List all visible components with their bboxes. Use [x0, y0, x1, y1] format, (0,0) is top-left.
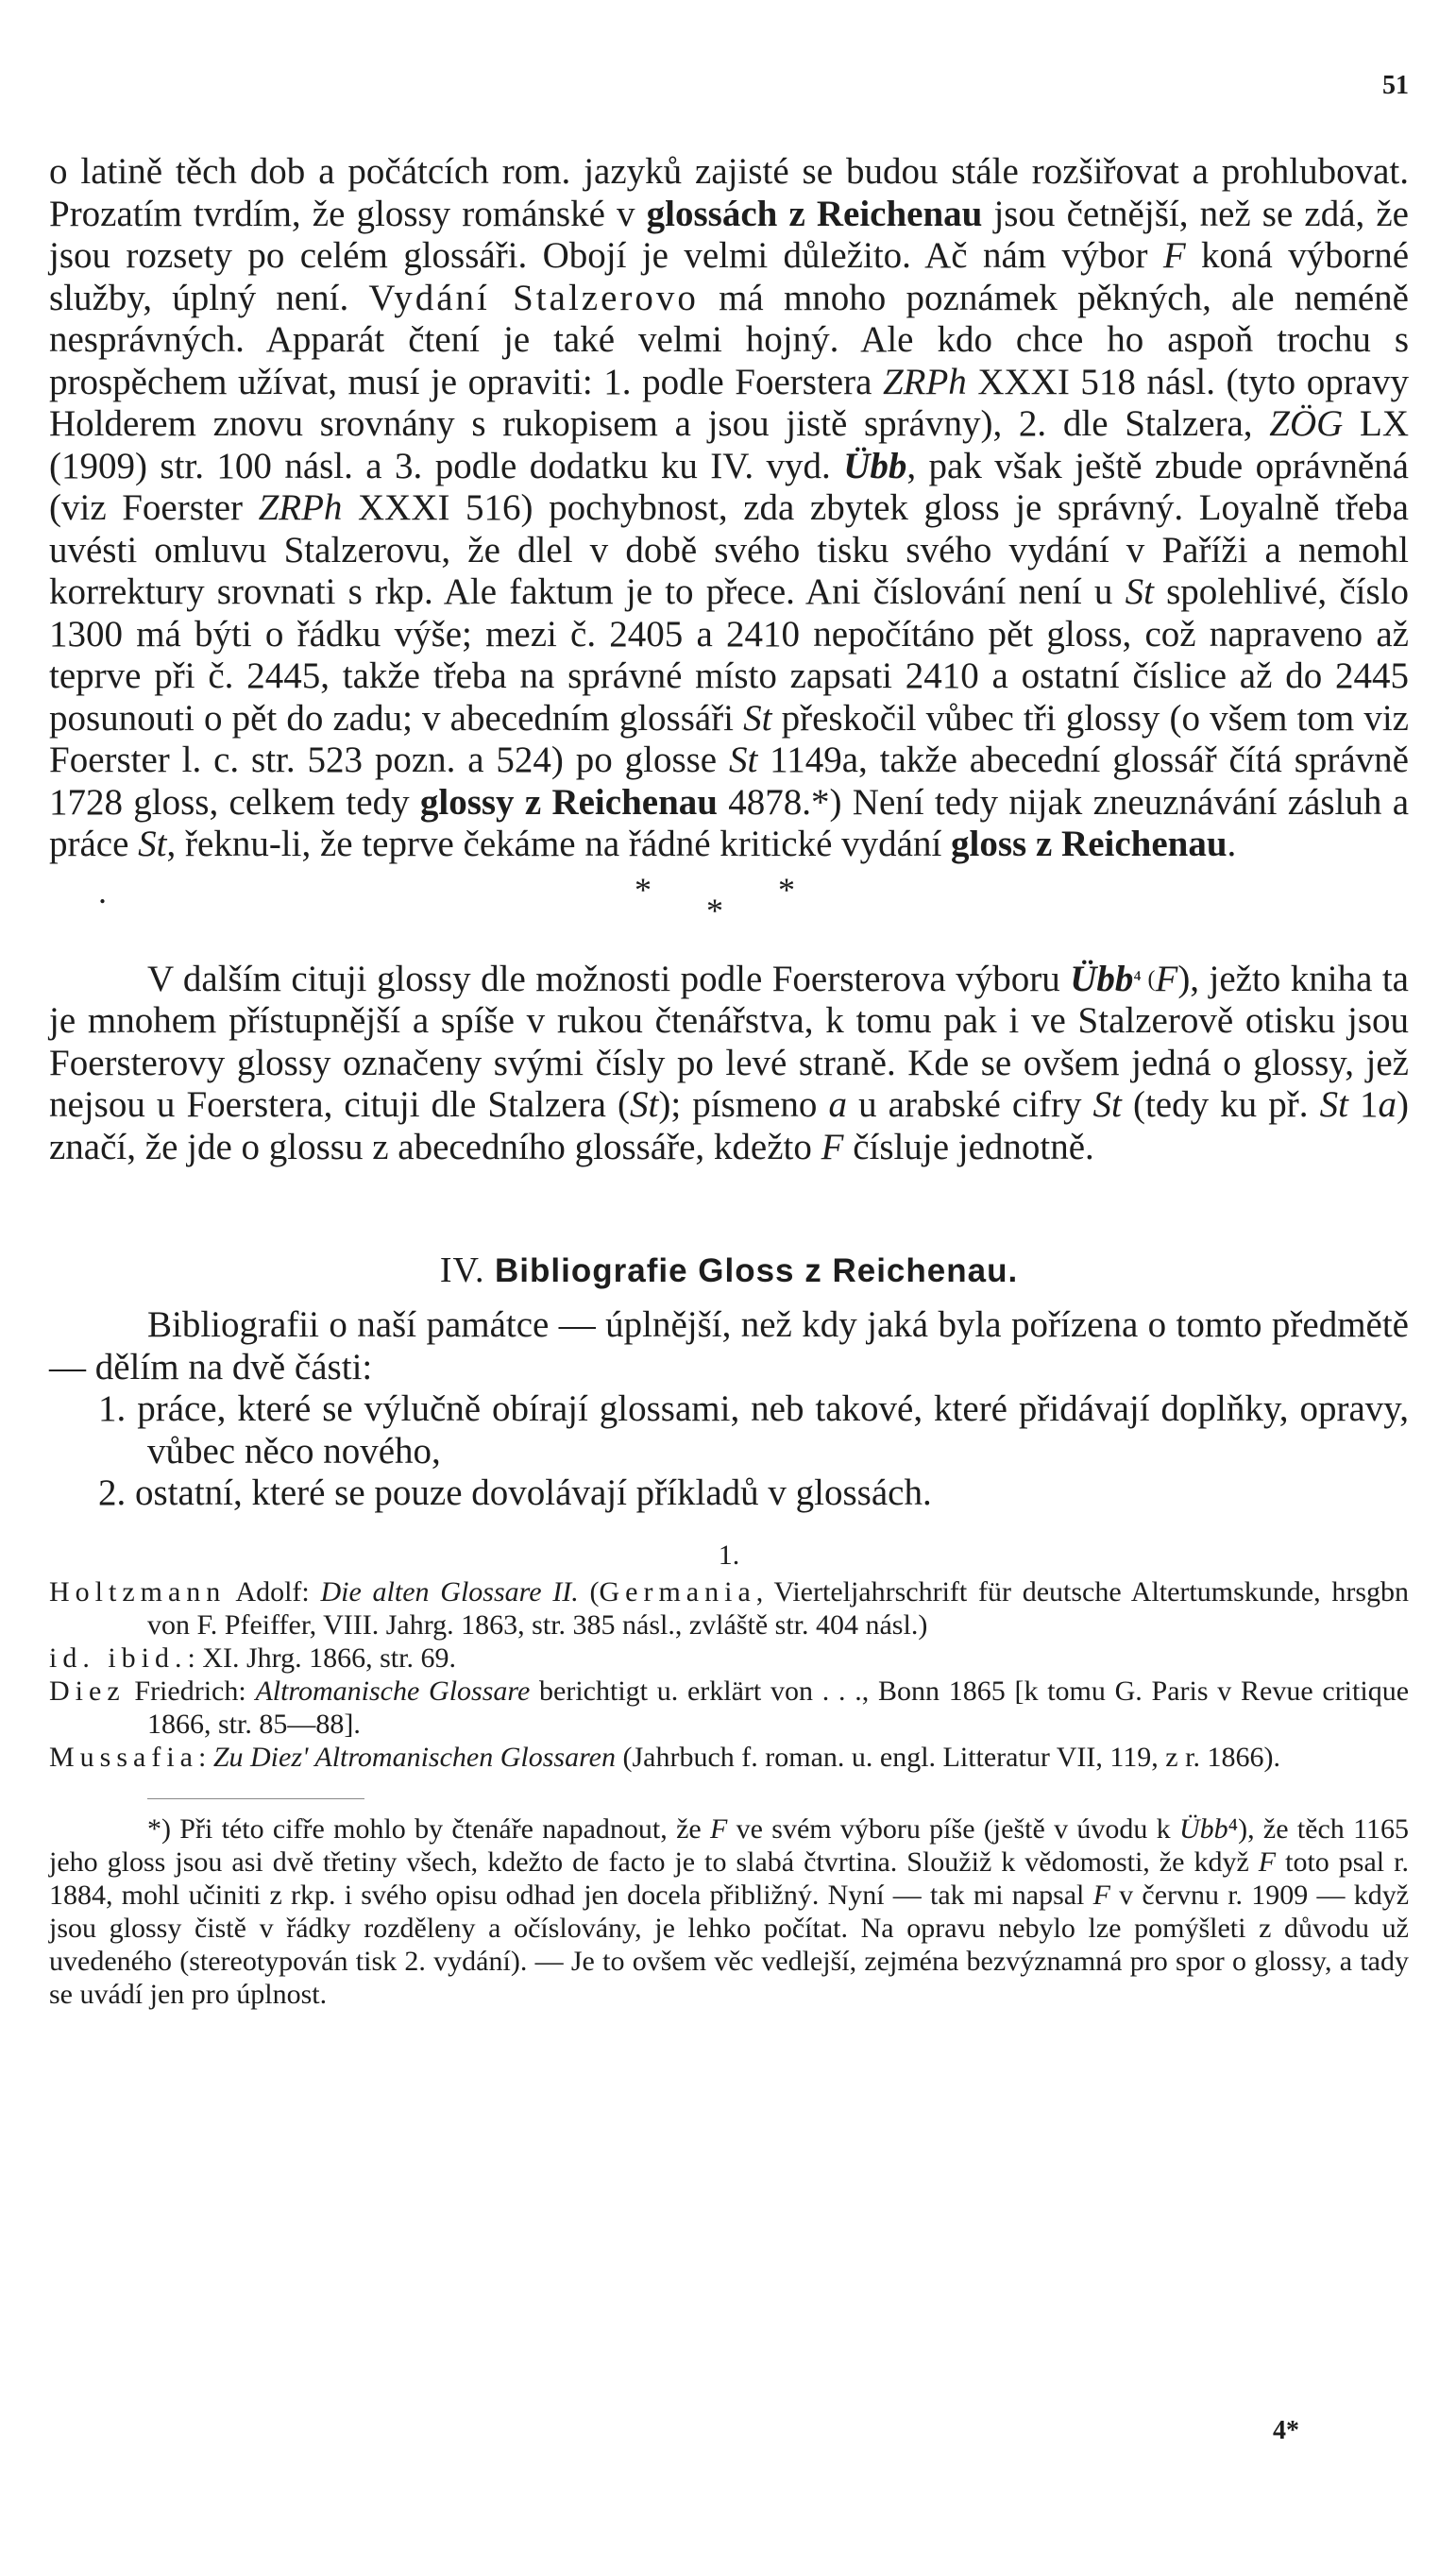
text-run: XXXI 518 násl. (tyto opravy Holderem znovu srovnány s rukopisem a jsou jistě správny), 2. dle Stalzera, [49, 361, 1409, 444]
bib-text: Friedrich: [125, 1675, 256, 1707]
italic-siglum: F [821, 1126, 844, 1167]
italic-siglum: Übb [1070, 958, 1134, 999]
list-item [98, 1472, 1409, 1515]
bib-text: , Vierteljahrschrift für deutsche Altertumskunde, hrsgbn von F. Pfeiffer, VIII. Jahrg. 1863, str. 385 násl., zvláště str. 404 násl.) [147, 1575, 1409, 1641]
bib-journal: Germania [599, 1575, 756, 1608]
bib-text: Adolf: [226, 1575, 321, 1608]
bib-author: Diez [49, 1675, 126, 1707]
text-run: LX (1909) str. 100 násl. a 3. podle dodatku ku IV. vyd. [49, 403, 1409, 486]
italic-siglum: ZRPh [882, 361, 967, 402]
parts-list [49, 1388, 1409, 1515]
subsection-number: 1. [718, 1539, 740, 1571]
section-number: IV. [439, 1250, 485, 1290]
bold-term: glossy z Reichenau [419, 781, 718, 823]
list-text: ostatní, které se pouze dovolávají příkladů v glossách. [135, 1472, 932, 1513]
text-run: jsou četnější, než se zdá, že jsou rozsety po celém glossáři. Obojí je velmi důležito. Ač nám výbor [49, 193, 1409, 276]
text-run: V dalším cituji glossy dle možnosti podle Foersterova výboru [147, 958, 1071, 999]
separator-dot: . [98, 872, 107, 910]
text-run: 4878.*) Není tedy nijak zneuznávání zásluh a práce [49, 781, 1410, 864]
text-run: *) Při této cifře mohlo by čtenáře napadnout, že [147, 1812, 711, 1845]
paragraph-citation-method [49, 959, 1409, 1169]
bib-author: id. ibid. [49, 1642, 188, 1674]
text-run: o latině těch dob a počátcích rom. jazyků zajisté se budou stále rozšiřovat a prohlubovat. Prozatím tvrdím, že glossy románské v [49, 151, 1409, 234]
section-separator [49, 870, 1409, 929]
bold-term: gloss z Reichenau [951, 824, 1227, 864]
main-text [49, 151, 1409, 2011]
section-heading [49, 1250, 1409, 1291]
footnote [49, 1812, 1409, 2011]
paragraph-stalzer-edition [49, 151, 1409, 866]
bibliography-entry [49, 1575, 1409, 1642]
italic-siglum: St [630, 1084, 659, 1125]
bib-text: ( [578, 1575, 600, 1608]
text-run: má mnoho poznámek pěkných, ale neméně nesprávných. Apparát čtení je také velmi hojný. Ale kdo chce ho aspoň trochu s prospěchem užívat, musí je opraviti: 1. podle Foerstera [49, 277, 1409, 402]
bibliography-entry [49, 1741, 1409, 1774]
text-run: toto psal r. 1884, mohl učiniti z rkp. i svého opisu odhad jen docela přibližný. Nyní — tak mi napsal [49, 1846, 1409, 1911]
italic-siglum: ZRPh [258, 487, 343, 528]
text-run: ve svém výboru píše (ještě v úvodu k [727, 1812, 1179, 1845]
bib-title: Altromanische Glossare [255, 1675, 531, 1707]
bib-text: (Jahrbuch f. roman. u. engl. Litteratur VII, 119, z r. 1866). [615, 1741, 1280, 1773]
text-run: 1149a, takže abecední glossář čítá správně 1728 gloss, celkem tedy [49, 740, 1409, 823]
text-run: ); písmeno [658, 1084, 829, 1125]
italic-siglum: F [710, 1812, 728, 1845]
separator-star: * [706, 891, 723, 929]
text-run: koná výborné služby, úplný není. [49, 235, 1410, 318]
text-run: . [1227, 824, 1237, 864]
text-run: 1 [1347, 1084, 1379, 1125]
italic-siglum: F [1155, 958, 1178, 999]
bib-author: Mussafia [49, 1741, 198, 1773]
list-text: práce, které se výlučně obírají glossami, neb takové, které přidávají doplňky, opravy, vůbec něco nového, [137, 1388, 1410, 1472]
section-intro: Bibliografii o naší památce — úplnější, než kdy jaká byla pořízena o tomto předmětě — dělím na dvě části: [49, 1304, 1409, 1387]
italic-letter: a [828, 1084, 848, 1125]
list-number: 1. [98, 1388, 127, 1429]
list-item [98, 1388, 1409, 1472]
text-run: čísluje jednotně. [843, 1126, 1094, 1167]
italic-siglum: St [1092, 1084, 1122, 1125]
text-run: spolehlivé, číslo 1300 má býti o řádku výše; mezi č. 2405 a 2410 nepočítáno pět gloss, což napraveno až teprve při č. 2445, takže třeba na správné místo zapsati 2410 a ostatní číslice až do 2445 posunouti o pět do zadu; v abecedním glossáři [49, 571, 1409, 739]
page-number: 51 [1382, 71, 1409, 100]
spaced-term: Vydání Stalzerovo [368, 277, 699, 318]
bib-text: : XI. Jhrg. 1866, str. 69. [187, 1642, 456, 1674]
italic-siglum: F [1258, 1846, 1277, 1878]
text-run: ) značí, že jde o glossu z abecedního glossáře, kdežto [49, 1084, 1409, 1167]
bibliography-entry [49, 1642, 1409, 1675]
italic-letter: a [1378, 1084, 1397, 1125]
italic-siglum: St [1125, 571, 1154, 612]
italic-siglum: St [728, 740, 758, 780]
list-number: 2. [98, 1472, 127, 1513]
italic-siglum: F [1092, 1879, 1110, 1911]
separator-star: * [635, 870, 652, 909]
italic-siglum: St [743, 697, 772, 739]
superscript: ⁴ ( [1133, 966, 1156, 992]
text-run: , řeknu-li, že teprve čekáme na řádné kritické vydání [166, 824, 952, 864]
separator-star: * [778, 870, 795, 909]
bibliography-entry [49, 1675, 1409, 1741]
bib-author: Holtzmann [49, 1575, 227, 1608]
text-run: ⁴), že těch 1165 jeho gloss jsou asi dvě třetiny všech, kdežto de facto je to slabá čtvrtina. Sloužiž k vědomosti, že když [49, 1812, 1409, 1878]
italic-siglum: Übb [843, 445, 907, 486]
bib-title: Die alten Glossare II. [320, 1575, 579, 1608]
italic-siglum: St [1319, 1084, 1348, 1125]
text-run: (tedy ku př. [1121, 1084, 1320, 1125]
footnote-divider [147, 1798, 364, 1799]
text-run: ), ježto kniha ta je mnohem přístupnější a spíše v rukou čtenářstva, k tomu pak i ve Stalzerově otisku jsou Foersterovy glossy označeny svými čísly po levé straně. Kde se ovšem jedná o glossy, jež nejsou u Foerstera, cituji dle Stalzera ( [49, 958, 1409, 1125]
bib-text: berichtigt u. erklärt von . . ., Bonn 1865 [k tomu G. Paris v Revue critique 1866, str. 85—88]. [147, 1675, 1410, 1740]
text-run: v červnu r. 1909 — když jsou glossy čistě v řádky rozděleny a očíslovány, je lehko počítat. Na opravu nebylo lze pomýšleti z důvodu už uvedeného (stereotypován tisk 2. vydání). — Je to ovšem věc vedlejší, zejména bezvýznamná pro spor o glossy, a tady se uvádí jen pro úplnost. [49, 1879, 1410, 2010]
bib-text: : [197, 1741, 213, 1773]
italic-siglum: St [138, 824, 167, 864]
italic-siglum: F [1162, 235, 1186, 276]
section-title: Bibliografie Gloss z Reichenau. [495, 1252, 1019, 1289]
signature-mark: 4* [1273, 2416, 1299, 2445]
italic-siglum: Übb [1178, 1812, 1228, 1845]
text-run: , pak však ještě zbude oprávněná (viz Foerster [49, 445, 1409, 528]
italic-siglum: ZÖG [1269, 403, 1344, 444]
text-run: přeskočil vůbec tři glossy (o všem tom viz Foerster l. c. str. 523 pozn. a 524) po glosse [49, 697, 1409, 780]
text-run: u arabské cifry [847, 1084, 1093, 1125]
text-run: XXXI 516) pochybnost, zda zbytek gloss je správný. Loyalně třeba uvésti omluvu Stalzerovu, že dlel v době svého tisku svého vydání v Paříži a nemohl korrektury srovnati s rkp. Ale faktum je to přece. Ani číslování není u [49, 487, 1409, 612]
bold-term: glossách z Reichenau [646, 193, 983, 234]
bib-title: Zu Diez' Altromanischen Glossaren [212, 1741, 616, 1773]
